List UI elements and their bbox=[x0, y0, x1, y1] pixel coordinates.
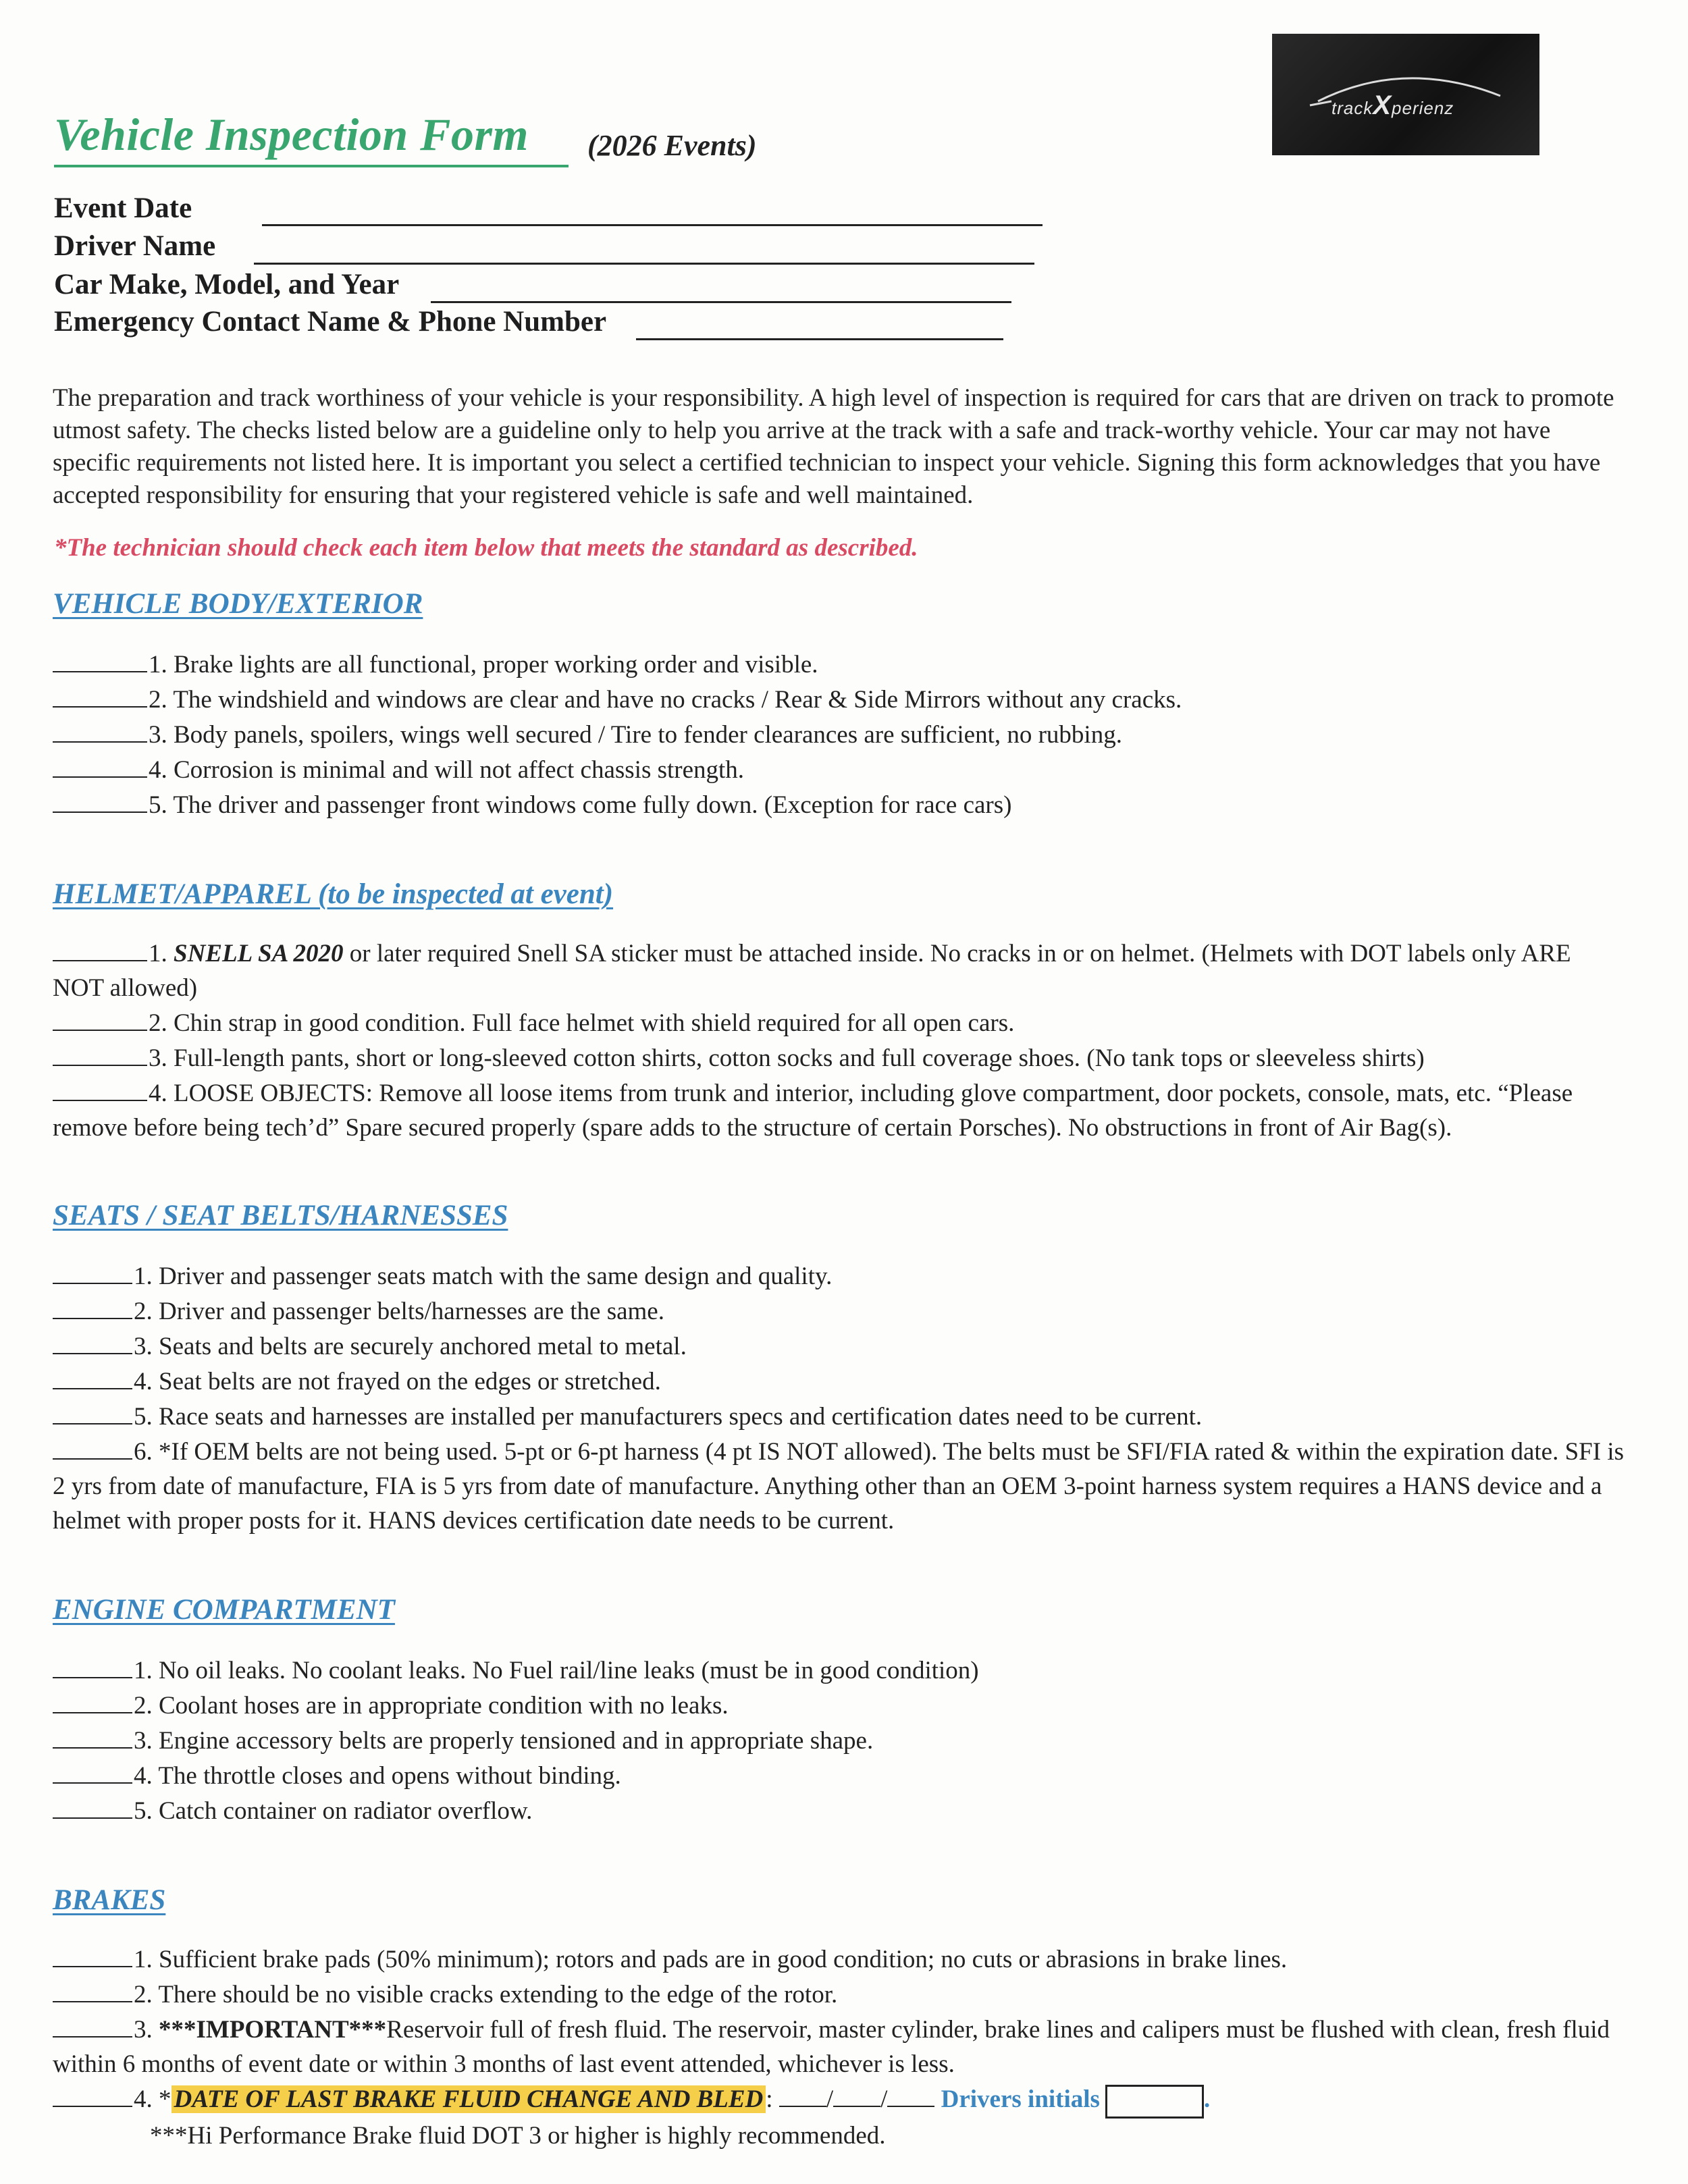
company-logo bbox=[1272, 34, 1539, 155]
intro-paragraph: The preparation and track worthiness of your vehicle is your responsibility. A high level of inspection is required for cars that are driven on track to promote utmost safety. The checks listed below are a guideline only to help you arrive at the track with a safe and track-worthy vehicle. Your car may not have specific requirements not listed here. It is important you select a certified technician to inspect your vehicle. Signing this form acknowledges that you have accepted responsibility for ensuring that your registered vehicle is safe and well maintained. bbox=[53, 384, 1614, 509]
list-item: 2. Coolant hoses are in appropriate condition with no leaks. bbox=[53, 1688, 1626, 1723]
event-date-label: Event Date bbox=[54, 192, 192, 224]
checklist bbox=[53, 1258, 1626, 1538]
list-item: 1. Driver and passenger seats match with the same design and quality. bbox=[53, 1258, 1626, 1294]
check-blank[interactable] bbox=[53, 2012, 132, 2037]
list-item: 5. Race seats and harnesses are installed per manufacturers specs and certification dates need to be current. bbox=[53, 1399, 1626, 1434]
checklist bbox=[53, 1942, 1626, 2153]
list-item: 1. SNELL SA 2020 or later required Snell SA sticker must be attached inside. No cracks in or on helmet. (Helmets with DOT labels only ARE NOT allowed) bbox=[53, 936, 1626, 1005]
technician-note: *The technician should check each item below that meets the standard as described. bbox=[54, 534, 918, 562]
page-title: Vehicle Inspection Form bbox=[54, 109, 529, 160]
date-year-field[interactable] bbox=[887, 2081, 934, 2107]
check-blank[interactable] bbox=[53, 1075, 147, 1101]
check-blank[interactable] bbox=[53, 1434, 132, 1460]
event-date-field[interactable] bbox=[262, 224, 1043, 226]
list-item: 4. Corrosion is minimal and will not affect chassis strength. bbox=[53, 752, 1626, 787]
car-label: Car Make, Model, and Year bbox=[54, 269, 400, 300]
list-item: 5. Catch container on radiator overflow. bbox=[53, 1793, 1626, 1828]
section-heading-brakes: BRAKES bbox=[53, 1884, 166, 1916]
check-blank[interactable] bbox=[53, 936, 147, 961]
list-item: 3. Seats and belts are securely anchored metal to metal. bbox=[53, 1329, 1626, 1364]
section-heading-engine: ENGINE COMPARTMENT bbox=[53, 1594, 395, 1626]
check-blank[interactable] bbox=[53, 752, 147, 778]
checklist bbox=[53, 936, 1626, 1145]
list-item: 6. *If OEM belts are not being used. 5-pt or 6-pt harness (4 pt IS NOT allowed). The belts must be SFI/FIA rated & within the expiration date. SFI is 2 yrs from date of manufacture, FIA is 5 yrs from date of manufacture. Anything other than an OEM 3-point harness system requires a HANS device and a helmet with proper posts for it. HANS devices certification date needs to be current. bbox=[53, 1434, 1626, 1538]
list-item: 2. The windshield and windows are clear and have no cracks / Rear & Side Mirrors without any cracks. bbox=[53, 682, 1626, 717]
check-blank[interactable] bbox=[53, 1758, 132, 1784]
brake-footnote: ***Hi Performance Brake fluid DOT 3 or higher is highly recommended. bbox=[150, 2121, 886, 2150]
section-heading-seats: SEATS / SEAT BELTS/HARNESSES bbox=[53, 1200, 508, 1231]
list-item: 4. LOOSE OBJECTS: Remove all loose items from trunk and interior, including glove compartment, door pockets, console, mats, etc. “Please remove before being tech’d” Spare secured properly (spare adds to the structure of certain Porsches). No obstructions in front of Air Bag(s). bbox=[53, 1075, 1626, 1145]
check-blank[interactable] bbox=[53, 1399, 132, 1424]
list-item: 3. ***IMPORTANT***Reservoir full of fresh fluid. The reservoir, master cylinder, brake lines and calipers must be flushed with clean, fresh fluid within 6 months of event date or within 3 months of last event attended, whichever is less. bbox=[53, 2012, 1626, 2081]
page-subtitle: (2026 Events) bbox=[587, 129, 757, 162]
check-blank[interactable] bbox=[53, 1977, 132, 2002]
check-blank[interactable] bbox=[53, 1040, 147, 1066]
driver-name-label: Driver Name bbox=[54, 230, 216, 262]
check-blank[interactable] bbox=[53, 1329, 132, 1354]
car-field[interactable] bbox=[431, 301, 1011, 303]
list-item: 4. Seat belts are not frayed on the edges or stretched. bbox=[53, 1364, 1626, 1399]
check-blank[interactable] bbox=[53, 1294, 132, 1319]
check-blank[interactable] bbox=[53, 1005, 147, 1031]
date-day-field[interactable] bbox=[833, 2081, 880, 2107]
check-blank[interactable] bbox=[53, 2081, 132, 2107]
check-blank[interactable] bbox=[53, 1688, 132, 1713]
highlighted-text: DATE OF LAST BRAKE FLUID CHANGE AND BLED bbox=[172, 2085, 766, 2113]
list-item: 1. Sufficient brake pads (50% minimum); rotors and pads are in good condition; no cuts or abrasions in brake lines. bbox=[53, 1942, 1626, 1977]
check-blank[interactable] bbox=[53, 1364, 132, 1389]
emergency-contact-field[interactable] bbox=[636, 338, 1003, 340]
checklist bbox=[53, 1653, 1626, 1828]
list-item: 4. The throttle closes and opens without binding. bbox=[53, 1758, 1626, 1793]
check-blank[interactable] bbox=[53, 647, 147, 672]
initials-label: Drivers initials bbox=[941, 2085, 1100, 2113]
list-item: 3. Full-length pants, short or long-sleeved cotton shirts, cotton socks and full coverage shoes. (No tank tops or sleeveless shirts) bbox=[53, 1040, 1626, 1075]
check-blank[interactable] bbox=[53, 1258, 132, 1284]
check-blank[interactable] bbox=[53, 1793, 132, 1819]
list-item: 5. The driver and passenger front windows come fully down. (Exception for race cars) bbox=[53, 787, 1626, 822]
date-month-field[interactable] bbox=[779, 2081, 826, 2107]
check-blank[interactable] bbox=[53, 717, 147, 743]
driver-name-field[interactable] bbox=[254, 263, 1034, 265]
check-blank[interactable] bbox=[53, 1723, 132, 1749]
section-heading-helmet: HELMET/APPAREL (to be inspected at event) bbox=[53, 878, 614, 910]
check-blank[interactable] bbox=[53, 1942, 132, 1967]
list-item: 2. Chin strap in good condition. Full face helmet with shield required for all open cars. bbox=[53, 1005, 1626, 1040]
check-blank[interactable] bbox=[53, 682, 147, 708]
emergency-contact-label: Emergency Contact Name & Phone Number bbox=[54, 306, 607, 338]
list-item: 1. Brake lights are all functional, proper working order and visible. bbox=[53, 647, 1626, 682]
list-item: 3. Engine accessory belts are properly tensioned and in appropriate shape. bbox=[53, 1723, 1626, 1758]
list-item: 4. * DATE OF LAST BRAKE FLUID CHANGE AND BLED : / / Drivers initials . bbox=[53, 2081, 1626, 2119]
list-item: 2. Driver and passenger belts/harnesses are the same. bbox=[53, 1294, 1626, 1329]
list-item: 2. There should be no visible cracks extending to the edge of the rotor. bbox=[53, 1977, 1626, 2012]
list-item: 1. No oil leaks. No coolant leaks. No Fuel rail/line leaks (must be in good condition) bbox=[53, 1653, 1626, 1688]
checklist bbox=[53, 647, 1626, 822]
initials-box[interactable] bbox=[1105, 2085, 1204, 2119]
section-heading-body: VEHICLE BODY/EXTERIOR bbox=[53, 588, 423, 620]
list-item: 3. Body panels, spoilers, wings well secured / Tire to fender clearances are sufficient, no rubbing. bbox=[53, 717, 1626, 752]
title-underline bbox=[54, 165, 569, 167]
logo-wordmark: trackXperienz bbox=[1331, 90, 1454, 120]
check-blank[interactable] bbox=[53, 1653, 132, 1678]
check-blank[interactable] bbox=[53, 787, 147, 813]
